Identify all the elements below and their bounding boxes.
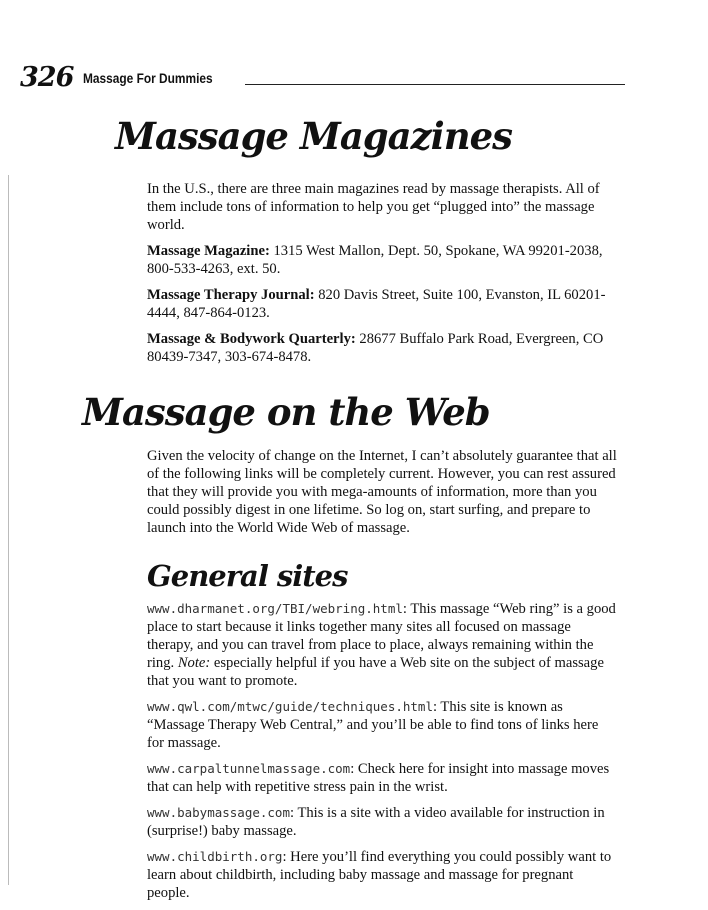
site-description: : This site is known as “Massage Therapy Web Central,” and you’ll be able to find tons of links here for massage. bbox=[147, 698, 599, 751]
magazine-item bbox=[147, 286, 619, 322]
site-url[interactable]: www.childbirth.org bbox=[147, 848, 283, 864]
web-intro: Given the velocity of change on the Internet, I can’t absolutely guarantee that all of the following links will be completely current. However, you can rest assured that they will provide you with mega-amounts of information, more than you could possibly digest in one lifetime. So log on, start surfing, and prepare to launch into the World Wide Web of massage. bbox=[147, 447, 617, 536]
magazine-details: 28677 Buffalo Park Road, Evergreen, CO 80439-7347, 303-674-8478. bbox=[147, 331, 604, 366]
site-url[interactable]: www.dharmanet.org/TBI/webring.html bbox=[147, 600, 403, 616]
site-url[interactable]: www.babymassage.com bbox=[147, 804, 290, 820]
page-number: 326 bbox=[20, 62, 74, 93]
heading-massage-magazines: Massage Magazines bbox=[115, 114, 512, 158]
site-entry bbox=[147, 760, 619, 796]
site-description: : This is a site with a video available for instruction in (surprise!) baby massage. bbox=[147, 804, 605, 839]
running-head: Massage For Dummies bbox=[83, 70, 213, 86]
note-text: especially helpful if you have a Web site on the subject of massage that you want to promote. bbox=[147, 654, 604, 689]
magazine-details: 1315 West Mallon, Dept. 50, Spokane, WA 99201-2038, 800-533-4263, ext. 50. bbox=[147, 243, 603, 278]
site-url[interactable]: www.carpaltunnelmassage.com bbox=[147, 760, 351, 776]
site-description: : Here you’ll find everything you could possibly want to learn about childbirth, including baby massage and massage for pregnant people. bbox=[147, 848, 612, 901]
magazine-item bbox=[147, 330, 619, 366]
page-header bbox=[20, 62, 620, 92]
header-rule bbox=[245, 84, 625, 85]
site-entry bbox=[147, 848, 619, 902]
page-body bbox=[0, 114, 708, 910]
site-url[interactable]: www.qwl.com/mtwc/guide/techniques.html bbox=[147, 698, 433, 714]
site-entry bbox=[147, 600, 619, 690]
note-label: Note: bbox=[177, 654, 211, 671]
magazines-intro: In the U.S., there are three main magazines read by massage therapists. All of them include tons of information to help you get “plugged into” the massage world. bbox=[147, 181, 600, 234]
site-entry bbox=[147, 698, 619, 752]
site-description: : Check here for insight into massage moves that can help with repetitive stress pain in the wrist. bbox=[147, 760, 610, 795]
magazine-name: Massage & Bodywork Quarterly: bbox=[147, 331, 356, 348]
magazine-name: Massage Magazine: bbox=[147, 243, 270, 260]
magazine-item bbox=[147, 242, 619, 278]
heading-massage-on-the-web: Massage on the Web bbox=[82, 390, 490, 435]
site-entry bbox=[147, 804, 619, 840]
heading-general-sites: General sites bbox=[147, 558, 348, 593]
magazine-name: Massage Therapy Journal: bbox=[147, 287, 315, 304]
magazine-details: 820 Davis Street, Suite 100, Evanston, IL 60201-4444, 847-864-0123. bbox=[147, 287, 606, 322]
site-description: : This massage “Web ring” is a good place to start because it links together many sites all focused on massage therapy, and you can travel from place to place, always remaining within the ring. bbox=[147, 600, 616, 671]
